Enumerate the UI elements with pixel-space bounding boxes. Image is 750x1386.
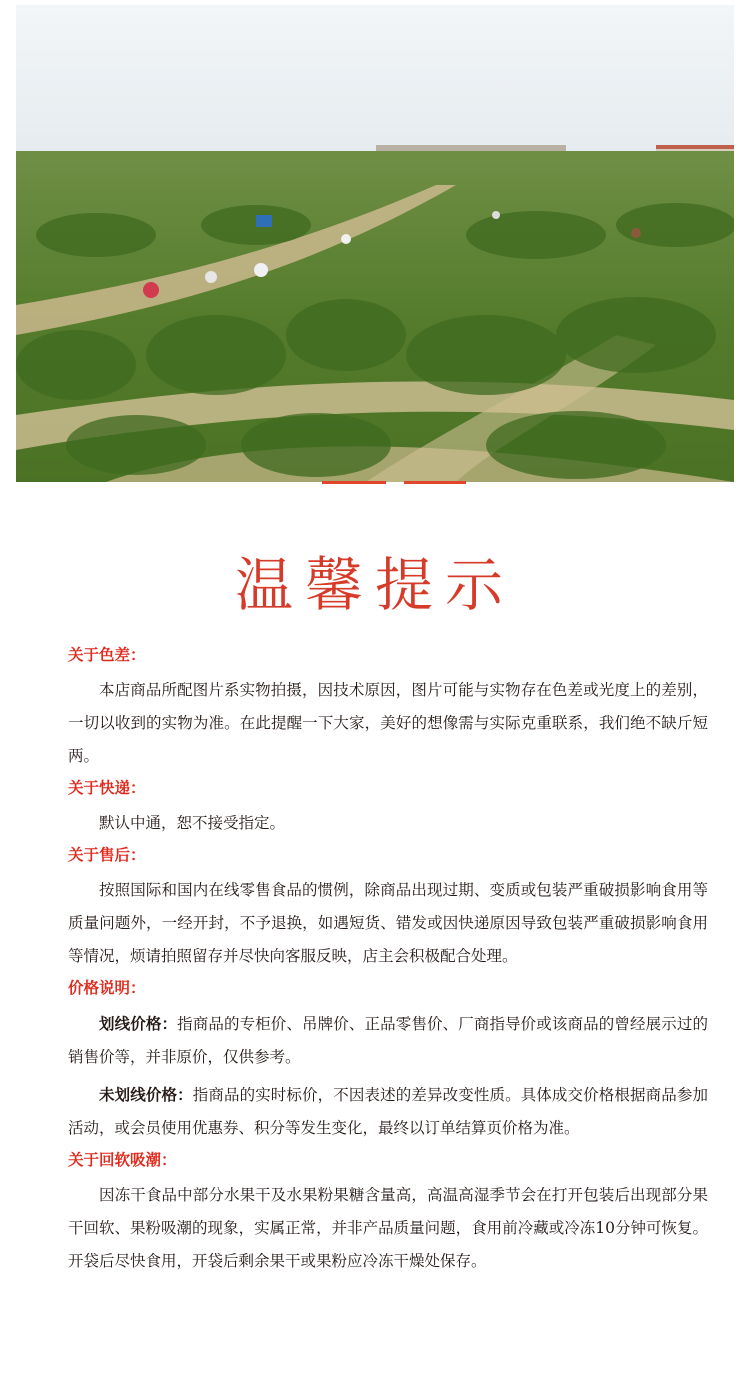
section-heading-express: 关于快递： [68, 779, 146, 797]
section-heading-price: 价格说明： [68, 979, 146, 997]
section-text-color: 本店商品所配图片系实物拍摄，因技术原因，图片可能与实物存在色差或光度上的差别，一切以收到的实物为准。在此提醒一下大家，美好的想像需与实际克重联系，我们绝不缺斤短两。 [68, 681, 708, 765]
price-label-strikethrough: 划线价格： [99, 1014, 178, 1033]
price-text-strikethrough: 指商品的专柜价、吊牌价、正品零售价、厂商指导价或该商品的曾经展示过的销售价等，并非原价，仅供参考。 [68, 1015, 708, 1066]
price-paragraph-non-strikethrough [68, 1078, 708, 1145]
goji-field-photo [16, 5, 734, 482]
price-label-non-strikethrough: 未划线价格： [99, 1085, 193, 1104]
section-text-moisture: 因冻干食品中部分水果干及水果粉果糖含量高，高温高湿季节会在打开包装后出现部分果干回软、果粉吸潮的现象，实属正常，并非产品质量问题，食用前冷藏或冷冻10分钟可恢复。开袋后尽快食用，开袋后剩余果干或果粉应冷冻干燥处保存。 [68, 1186, 708, 1270]
red-divider-left [322, 481, 386, 484]
section-text-aftersale: 按照国际和国内在线零售食品的惯例，除商品出现过期、变质或包装严重破损影响食用等质量问题外，一经开封，不予退换，如遇短货、错发或因快递原因导致包装严重破损影响食用等情况，烦请拍照留存并尽快向客服反映，店主会积极配合处理。 [68, 881, 708, 965]
section-heading-color: 关于色差： [68, 646, 146, 664]
section-text-express: 默认中通，恕不接受指定。 [99, 814, 286, 832]
section-heading-aftersale: 关于售后： [68, 846, 146, 864]
page-title: 温馨提示 [234, 551, 515, 619]
red-divider-right [404, 481, 466, 484]
goji-field-photo-icon [16, 5, 734, 482]
notice-content [68, 644, 708, 1282]
price-text-non-strikethrough: 指商品的实时标价，不因表述的差异改变性质。具体成交价格根据商品参加活动，或会员使用优惠券、积分等发生变化，最终以订单结算页价格为准。 [68, 1086, 708, 1137]
price-paragraph-strikethrough [68, 1007, 708, 1074]
section-heading-moisture: 关于回软吸潮： [68, 1151, 177, 1169]
